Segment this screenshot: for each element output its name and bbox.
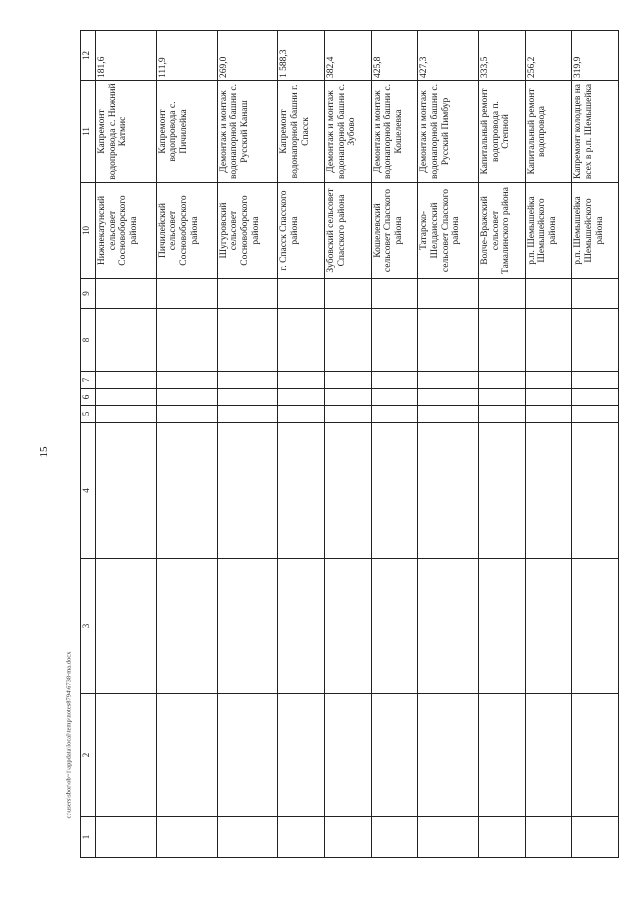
empty-cell — [325, 817, 372, 858]
empty-cell — [479, 309, 526, 372]
table-row — [325, 31, 372, 858]
empty-cell — [96, 309, 157, 372]
empty-cell — [156, 309, 217, 372]
empty-cell — [96, 423, 157, 559]
empty-cell — [371, 389, 418, 406]
column-number-4: 4 — [81, 423, 96, 559]
empty-cell — [479, 559, 526, 694]
empty-cell — [325, 694, 372, 817]
empty-cell — [418, 817, 479, 858]
work-description-cell: Демонтаж и монтаж водонапорной башни с. Русский Канаш — [217, 81, 278, 183]
work-description-cell: Капремонт колодцев на всех в р.п. Шемышейка — [572, 81, 619, 183]
empty-cell — [278, 279, 325, 309]
work-description-cell: Демонтаж и монтаж водонапорной башни с. Зубово — [325, 81, 372, 183]
amount-cell: 333,5 — [479, 31, 526, 81]
municipality-cell: Нижнекатунский сельсовет Сосновоборского района — [96, 183, 157, 279]
empty-cell — [325, 559, 372, 694]
column-number-3: 3 — [81, 559, 96, 694]
empty-cell — [217, 559, 278, 694]
rotated-table-container — [80, 31, 619, 858]
empty-cell — [156, 559, 217, 694]
empty-cell — [217, 423, 278, 559]
empty-cell — [572, 559, 619, 694]
municipality-cell: Шугуровский сельсовет Сосновоборского района — [217, 183, 278, 279]
empty-cell — [156, 817, 217, 858]
amount-cell: 319,9 — [572, 31, 619, 81]
empty-cell — [371, 817, 418, 858]
empty-cell — [371, 423, 418, 559]
amount-cell: 256,2 — [525, 31, 572, 81]
column-number-8: 8 — [81, 309, 96, 372]
empty-cell — [525, 279, 572, 309]
empty-cell — [217, 279, 278, 309]
municipality-cell: Зубовский сельсовет Спасского района — [325, 183, 372, 279]
empty-cell — [525, 372, 572, 389]
empty-cell — [525, 389, 572, 406]
empty-cell — [278, 559, 325, 694]
table-row — [572, 31, 619, 858]
header-row — [81, 31, 96, 858]
municipality-cell: Пичилейский сельсовет Сосновоборского района — [156, 183, 217, 279]
empty-cell — [371, 406, 418, 423]
empty-cell — [325, 309, 372, 372]
amount-cell: 181,6 — [96, 31, 157, 81]
work-description-cell: Демонтаж и монтаж водонапорной башни с. Кошелевка — [371, 81, 418, 183]
amount-cell: 382,4 — [325, 31, 372, 81]
empty-cell — [371, 279, 418, 309]
amount-cell: 1 588,3 — [278, 31, 325, 81]
table-row — [217, 31, 278, 858]
column-number-7: 7 — [81, 372, 96, 389]
amount-cell: 111,9 — [156, 31, 217, 81]
empty-cell — [371, 559, 418, 694]
empty-cell — [278, 694, 325, 817]
file-path-footer: c:\users\sbor\ob~1\appdata\local\temp\notes8794\6738-ma.docx — [65, 651, 73, 819]
empty-cell — [96, 372, 157, 389]
table-row — [371, 31, 418, 858]
empty-cell — [325, 372, 372, 389]
work-description-cell: Капитальный ремонт водопровода п. Степной — [479, 81, 526, 183]
empty-cell — [479, 406, 526, 423]
empty-cell — [278, 817, 325, 858]
empty-cell — [217, 372, 278, 389]
amount-cell: 427,3 — [418, 31, 479, 81]
empty-cell — [278, 423, 325, 559]
empty-cell — [572, 817, 619, 858]
page-number: 15 — [38, 446, 50, 458]
empty-cell — [217, 309, 278, 372]
empty-cell — [156, 406, 217, 423]
amount-cell: 269,0 — [217, 31, 278, 81]
empty-cell — [572, 423, 619, 559]
column-number-6: 6 — [81, 389, 96, 406]
table-row — [96, 31, 157, 858]
empty-cell — [572, 694, 619, 817]
empty-cell — [479, 372, 526, 389]
municipality-cell: р.п. Шемышейка Шемышейского района — [525, 183, 572, 279]
empty-cell — [325, 389, 372, 406]
municipality-cell: Татарско-Шелдаисский сельсовет Спасского района — [418, 183, 479, 279]
empty-cell — [418, 372, 479, 389]
empty-cell — [418, 423, 479, 559]
empty-cell — [217, 694, 278, 817]
column-number-11: 11 — [81, 81, 96, 183]
empty-cell — [278, 406, 325, 423]
empty-cell — [371, 694, 418, 817]
empty-cell — [418, 694, 479, 817]
empty-cell — [325, 279, 372, 309]
empty-cell — [96, 406, 157, 423]
empty-cell — [479, 423, 526, 559]
column-number-12: 12 — [81, 31, 96, 81]
works-table — [80, 30, 619, 858]
empty-cell — [479, 817, 526, 858]
empty-cell — [156, 279, 217, 309]
empty-cell — [572, 309, 619, 372]
empty-cell — [525, 309, 572, 372]
empty-cell — [418, 309, 479, 372]
empty-cell — [325, 406, 372, 423]
column-number-10: 10 — [81, 183, 96, 279]
table-row — [479, 31, 526, 858]
empty-cell — [278, 372, 325, 389]
column-number-1: 1 — [81, 817, 96, 858]
empty-cell — [572, 389, 619, 406]
table-row — [156, 31, 217, 858]
empty-cell — [418, 389, 479, 406]
municipality-cell: Волче-Вражский сельсовет Тамалинского района — [479, 183, 526, 279]
empty-cell — [525, 817, 572, 858]
empty-cell — [156, 694, 217, 817]
empty-cell — [96, 279, 157, 309]
empty-cell — [96, 389, 157, 406]
empty-cell — [572, 372, 619, 389]
column-number-5: 5 — [81, 406, 96, 423]
municipality-cell: Кошелевский сельсовет Спасского района — [371, 183, 418, 279]
work-description-cell: Капремонт водопровода с. Нижний Катмис — [96, 81, 157, 183]
empty-cell — [217, 389, 278, 406]
empty-cell — [525, 559, 572, 694]
empty-cell — [278, 309, 325, 372]
empty-cell — [156, 389, 217, 406]
empty-cell — [278, 389, 325, 406]
table-body — [81, 31, 619, 858]
work-description-cell: Демонтаж и монтаж водонапорной башни с. Русский Пимбур — [418, 81, 479, 183]
empty-cell — [96, 559, 157, 694]
empty-cell — [156, 372, 217, 389]
empty-cell — [217, 817, 278, 858]
empty-cell — [572, 279, 619, 309]
empty-cell — [418, 279, 479, 309]
work-description-cell: Капитальный ремонт водопровода — [525, 81, 572, 183]
empty-cell — [479, 389, 526, 406]
municipality-cell: г. Спасск Спасского района — [278, 183, 325, 279]
amount-cell: 425,8 — [371, 31, 418, 81]
table-row — [418, 31, 479, 858]
work-description-cell: Капремонт водопровода с. Пичилейка — [156, 81, 217, 183]
empty-cell — [371, 309, 418, 372]
column-number-2: 2 — [81, 694, 96, 817]
empty-cell — [479, 694, 526, 817]
empty-cell — [525, 406, 572, 423]
empty-cell — [418, 559, 479, 694]
table-row — [525, 31, 572, 858]
empty-cell — [325, 423, 372, 559]
empty-cell — [96, 817, 157, 858]
empty-cell — [525, 423, 572, 559]
empty-cell — [96, 694, 157, 817]
empty-cell — [371, 372, 418, 389]
empty-cell — [418, 406, 479, 423]
work-description-cell: Капремонт водонапорной башни г. Спасск — [278, 81, 325, 183]
empty-cell — [479, 279, 526, 309]
empty-cell — [217, 406, 278, 423]
table-row — [278, 31, 325, 858]
empty-cell — [525, 694, 572, 817]
empty-cell — [572, 406, 619, 423]
empty-cell — [156, 423, 217, 559]
municipality-cell: р.п. Шемышейка Шемышейского района — [572, 183, 619, 279]
column-number-9: 9 — [81, 279, 96, 309]
